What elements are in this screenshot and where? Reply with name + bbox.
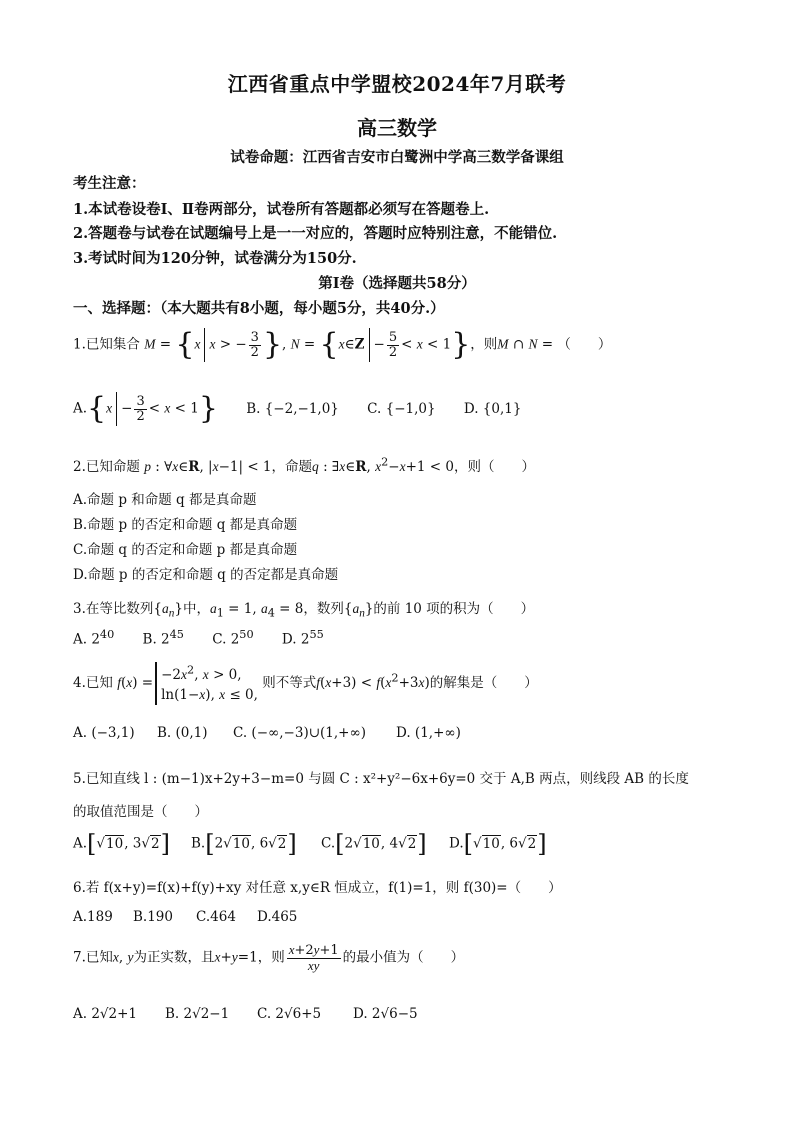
q2-mid: ，命题 <box>271 459 313 475</box>
q1-paren: （ ） <box>557 336 612 353</box>
q5-option-a-label: A. <box>73 835 88 852</box>
q1-option-b: B. {−2,−1,0} <box>246 400 339 417</box>
notice-heading: 考生注意： <box>73 175 146 192</box>
exam-title: 江西省重点中学盟校2024年7月联考 <box>227 72 567 96</box>
q1-option-c: C. {−1,0} <box>367 400 436 417</box>
q7-tail: 的最小值为（ ） <box>342 949 465 966</box>
q6-option-c: C.464 <box>196 909 236 925</box>
question-4: 4.已知 $f(x) =-2x^2$, x > 0, ln(1−x), x ≤ 0, 则不等式$f(x+3) < f(x^2+3x)$的解集是（ ） <box>73 662 538 705</box>
q4-option-a: A. (−3,1) <box>73 725 135 741</box>
q3-option-b-exp: 45 <box>169 628 184 641</box>
q5-option-b-label: B. <box>191 835 206 852</box>
question-1: 1.已知集合 M = {x x > − $\frac{3}{2}$ }, N = {x∈Z − $\frac{5}{2}$ < x < 1}，则M ∩ N = （ ） <box>73 327 612 362</box>
notice-item-2: 2.答题卷与试卷在试题编号上是一一对应的，答题时应特别注意，不能错位. <box>73 225 558 242</box>
q7-option-b: B. 2√2−1 <box>165 1006 230 1022</box>
q3-option-d-base: D. 2 <box>281 631 310 648</box>
question-2: 2.已知命题 p : ∀x∈R, |x−1| < 1，命题q : ∃x∈R, $x^2-x+1 < 0$，则（ ） <box>73 455 535 475</box>
q3-mid: 中， <box>182 601 210 617</box>
q5-line-1: 5.已知直线 l : (m−1)x+2y+3−m=0 与圆 C : x²+y²−6x+6y=0 交于 A,B 两点，则线段 AB 的长度 <box>73 771 689 787</box>
notice-item-3: 3.考试时间为120分钟，试卷满分为150分. <box>73 250 357 267</box>
q4-option-b: B. (0,1) <box>157 725 208 741</box>
q4-option-d: D. (1,+∞) <box>396 725 461 741</box>
q7-prefix: 7.已知 <box>73 949 113 966</box>
q3-option-d <box>282 628 324 648</box>
q5-option-a: A.[√10, 3√2] <box>73 830 170 858</box>
q5-option-b: B.[2√10, 6√2] <box>191 830 297 858</box>
subject-title: 高三数学 <box>357 116 437 140</box>
q3-option-c <box>212 628 253 648</box>
section-heading: 一、选择题：（本大题共有8小题，每小题5分，共40分.） <box>73 300 445 317</box>
q3-option-c-exp: 50 <box>239 628 254 641</box>
q2-tail: ，则（ ） <box>453 459 535 475</box>
notice-item-1: 1.本试卷设卷Ⅰ、Ⅱ卷两部分，试卷所有答题都必须写在答题卷上. <box>73 201 490 218</box>
q7-mid: 为正实数，且 <box>133 949 215 966</box>
author-line: 试卷命题：江西省吉安市白鹭洲中学高三数学备课组 <box>230 149 564 166</box>
q1-option-a: A.{x − $\frac{3}{2}$ < x < 1} <box>73 391 218 426</box>
q2-option-c: C.命题 q 的否定和命题 p 都是真命题 <box>73 542 298 558</box>
q3-option-a <box>73 628 114 648</box>
q4-mid: 则不等式 <box>262 675 317 691</box>
q3-option-b-base: B. 2 <box>142 631 170 648</box>
q2-prefix: 2.已知命题 <box>73 459 140 475</box>
q6-option-d: D.465 <box>257 909 298 925</box>
q3-prefix: 3.在等比数列 <box>73 601 154 617</box>
question-3: 3.在等比数列$\{a_n\}$中，$a_1 = 1$, $a_4 = 8$，数列$\{a_n\}$的前 10 项的积为（ ） <box>73 601 535 620</box>
q5-option-d: D.[√10, 6√2] <box>449 830 547 858</box>
q5-option-d-label: D. <box>449 835 464 852</box>
q3-option-d-exp: 55 <box>309 628 324 641</box>
question-7: 7.已知x, y为正实数，且x+y=1，则 $\frac{x+2y+1}{xy}$ 的最小值为（ ） <box>73 942 465 973</box>
q3-option-a-base: A. 2 <box>73 631 100 648</box>
q2-option-a: A.命题 p 和命题 q 都是真命题 <box>73 492 257 508</box>
q7-option-d: D. 2√6−5 <box>353 1006 418 1022</box>
q1-prefix: 1.已知集合 <box>73 336 140 353</box>
q1-options <box>73 392 545 426</box>
question-6: 6.若 f(x+y)=f(x)+f(y)+xy 对任意 x,y∈R 恒成立，f(1)=1，则 f(30)=（ ） <box>73 880 562 896</box>
q2-option-d: D.命题 p 的否定和命题 q 的否定都是真命题 <box>73 567 339 583</box>
q4-option-c: C. (−∞,−3)∪(1,+∞) <box>233 725 366 741</box>
q4-tail: 的解集是（ ） <box>429 675 538 691</box>
q4-prefix: 4.已知 <box>73 675 113 691</box>
q5-option-c-label: C. <box>321 835 336 852</box>
q5-option-c: C.[2√10, 4√2] <box>321 830 427 858</box>
q2-option-b: B.命题 p 的否定和命题 q 都是真命题 <box>73 517 298 533</box>
q1-tail: ，则 <box>470 336 498 353</box>
q3-end: 的前 10 项的积为（ ） <box>373 601 535 617</box>
q7-option-a: A. 2√2+1 <box>73 1006 138 1022</box>
q3-option-b <box>143 628 184 648</box>
q3-tail: ，数列 <box>303 601 344 617</box>
q6-option-b: B.190 <box>133 909 173 925</box>
q3-options <box>73 628 348 648</box>
q7-mid2: ，则 <box>257 949 285 966</box>
q1-option-d: D. {0,1} <box>463 400 522 417</box>
part1-heading: 第Ⅰ卷（选择题共58分） <box>318 275 476 292</box>
q7-option-c: C. 2√6+5 <box>257 1006 322 1022</box>
q5-line-2: 的取值范围是（ ） <box>73 804 208 820</box>
q3-option-a-exp: 40 <box>99 628 115 641</box>
q6-option-a: A.189 <box>73 909 113 925</box>
q3-option-c-base: C. 2 <box>212 631 240 648</box>
